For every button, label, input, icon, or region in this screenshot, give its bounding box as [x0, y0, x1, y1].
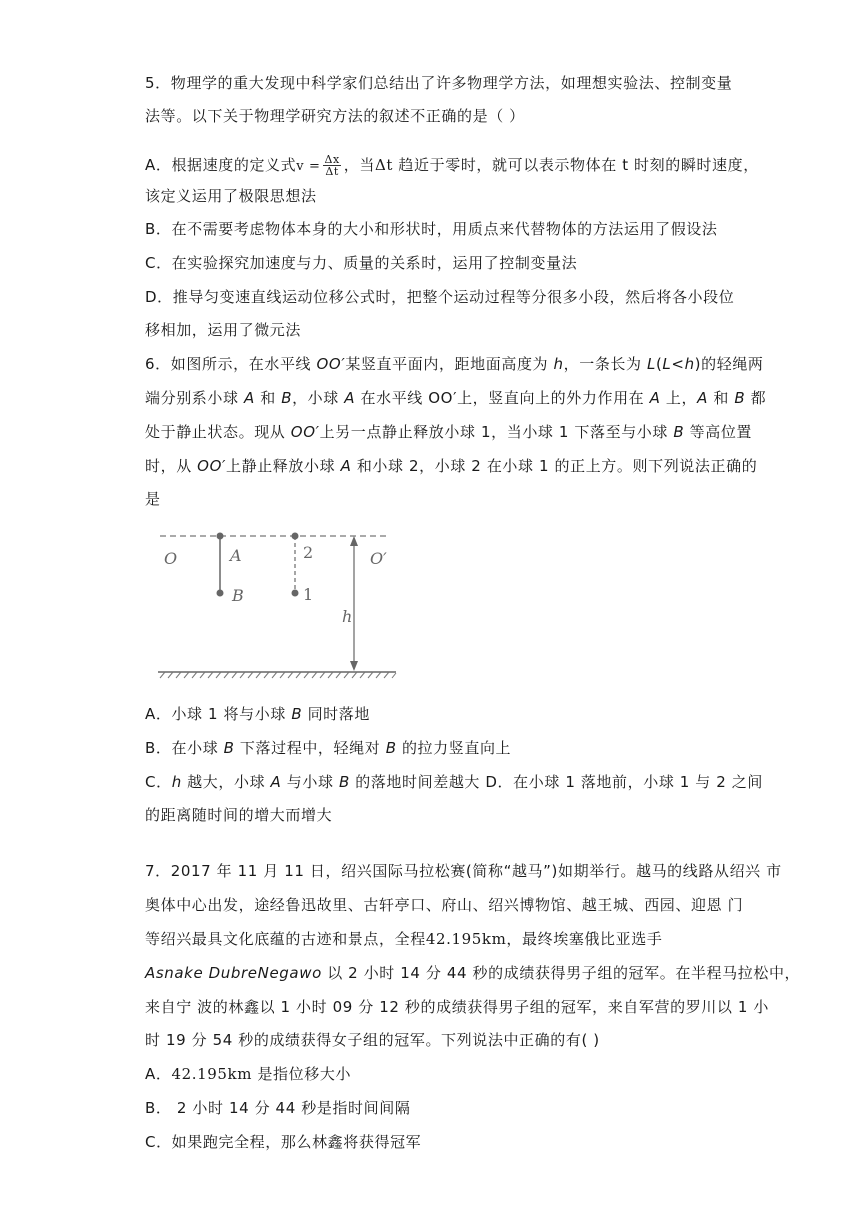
q6-var-l: L: [662, 355, 672, 373]
velocity-symbol: v =: [296, 159, 321, 174]
q6-option-b: [145, 737, 511, 759]
label-a: A: [230, 546, 242, 565]
fraction-denominator: Δt: [325, 165, 339, 178]
q6-text: 同时落地: [302, 705, 370, 723]
q6-var-b: B: [673, 423, 685, 441]
ball-b: [217, 590, 224, 597]
q5-option-a-line-1: [145, 150, 759, 180]
q5-option-a-text: A．根据速度的定义式: [145, 156, 297, 174]
label-o: O: [164, 549, 178, 568]
q5-option-b: B．在不需要考虑物体本身的大小和形状时，用质点来代替物体的方法运用了假设法: [145, 220, 718, 238]
ball-a: [217, 533, 224, 540]
height-arrow-head-up: [350, 536, 358, 546]
q6-text: B．在小球: [145, 739, 224, 757]
q6-var-l: L: [647, 355, 656, 373]
fraction-numerator: Δx: [324, 153, 340, 166]
q6-var-b: B: [385, 739, 397, 757]
q6-text: 某竖直平面内，距地面高度为: [345, 355, 554, 373]
q6-option-a: [145, 703, 370, 725]
q6-text: 和小球 2，小球 2 在小球 1 的正上方。则下列说法正确的: [351, 457, 758, 475]
q6-var-oo: OO′: [290, 423, 320, 441]
q6-option-c: [145, 771, 763, 793]
q6-stem-line-4: [145, 455, 757, 477]
q7-stem-line-3: [145, 928, 662, 950]
q6-var-h: h: [171, 773, 182, 791]
ground-hatching: [160, 672, 396, 678]
q6-var-b: B: [734, 389, 746, 407]
q6-stem-line-2: [145, 387, 766, 409]
q6-var-a: A: [270, 773, 282, 791]
q5-option-a-connector: ，当: [343, 156, 375, 174]
q7-stem-line-2: 奥体中心出发，途经鲁迅故里、古轩亭口、府山、绍兴博物馆、越王城、西园、迎恩 门: [145, 896, 744, 914]
q7-option-a: [145, 1063, 351, 1085]
q6-var-b: B: [281, 389, 293, 407]
ball-2: [292, 533, 299, 540]
q7-stem-line-5: 来自宁 波的林鑫以 1 小时 09 分 12 秒的成绩获得男子组的冠军，来自军营的罗川以 1 小: [145, 998, 769, 1016]
q6-var-b: B: [223, 739, 235, 757]
q6-less-than: <: [671, 355, 685, 373]
q6-var-b: B: [291, 705, 303, 723]
q5-option-c: C．在实验探究加速度与力、质量的关系时，运用了控制变量法: [145, 254, 578, 272]
q6-text: 上另一点静止释放小球 1，当小球 1 下落至与小球: [319, 423, 674, 441]
q5-option-d-line-2: 移相加，运用了微元法: [145, 321, 302, 339]
q5-stem-line-2: 法等。以下关于物理学研究方法的叙述不正确的是（ ）: [145, 107, 525, 125]
q6-var-a: A: [649, 389, 661, 407]
q6-var-oo: OO′: [316, 355, 346, 373]
q6-text: (: [655, 355, 663, 373]
q6-text: A．小球 1 将与小球: [145, 705, 292, 723]
q6-var-h: h: [553, 355, 564, 373]
q6-text: 的落地时间差越大 D．在小球 1 落地前，小球 1 与 2 之间: [349, 773, 763, 791]
label-o-prime: O′: [370, 549, 387, 568]
q6-text: ，一条长为: [563, 355, 647, 373]
q6-text: 时，从: [145, 457, 198, 475]
label-h: h: [342, 607, 353, 626]
label-b: B: [232, 586, 244, 605]
q6-figure: [158, 526, 398, 686]
q6-text: 越大，小球: [181, 773, 271, 791]
q7-distance: 42.195km: [171, 1065, 253, 1083]
ball-1: [292, 590, 299, 597]
q6-text: C．: [145, 773, 172, 791]
q6-stem-line-5: 是: [145, 490, 161, 508]
label-1: 1: [303, 585, 314, 604]
q6-text: 等高位置: [684, 423, 753, 441]
q7-stem-line-6: 时 19 分 54 秒的成绩获得女子组的冠军。下列说法中正确的有( ): [145, 1031, 600, 1049]
height-arrow-head-down: [350, 661, 358, 671]
q6-text: 6．如图所示，在水平线: [145, 355, 317, 373]
q6-var-a: A: [243, 389, 255, 407]
q6-var-h: h: [684, 355, 695, 373]
q6-text: 和: [707, 389, 735, 407]
q6-text: 处于静止状态。现从: [145, 423, 291, 441]
q5-option-a-tail: 趋近于零时，就可以表示物体在 t 时刻的瞬时速度，: [393, 156, 759, 174]
q7-text: ，最终埃塞俄比亚选手: [506, 930, 663, 948]
label-2: 2: [303, 543, 314, 562]
q6-text: 在水平线 OO′上，竖直向上的外力作用在: [355, 389, 650, 407]
q5-option-d-line-1: D．推导匀变速直线运动位移公式时，把整个运动过程等分很多小段，然后将各小段位: [145, 288, 735, 306]
q5-stem-line-1: 5．物理学的重大发现中科学家们总结出了许多物理学方法，如理想实验法、控制变量: [145, 74, 733, 92]
q6-var-a: A: [340, 457, 352, 475]
q6-text: 上静止释放小球: [226, 457, 341, 475]
q6-text: 的拉力竖直向上: [396, 739, 512, 757]
q7-option-b: B． 2 小时 14 分 44 秒是指时间间隔: [145, 1099, 411, 1117]
q6-var-a: A: [697, 389, 708, 407]
q6-text: 都: [745, 389, 767, 407]
q7-text: A．: [145, 1065, 172, 1083]
q7-distance: 42.195km: [425, 930, 507, 948]
q6-stem-line-1: [145, 353, 764, 375]
q7-runner-name: Asnake DubreNegawo: [145, 964, 322, 982]
q7-text: 以 2 小时 14 分 44 秒的成绩获得男子组的冠军。在半程马拉松中，: [321, 964, 801, 982]
velocity-fraction: [323, 154, 340, 177]
q6-text: 上，: [660, 389, 698, 407]
q6-stem-line-3: [145, 421, 752, 443]
q6-var-oo: OO′: [197, 457, 226, 475]
q7-option-c: C．如果跑完全程，那么林鑫将获得冠军: [145, 1133, 422, 1151]
q6-text: 与小球: [281, 773, 339, 791]
q6-text: 下落过程中，轻绳对: [234, 739, 386, 757]
q7-text: 等绍兴最具文化底蕴的古迹和景点，全程: [145, 930, 426, 948]
q6-var-b: B: [338, 773, 350, 791]
delta-t-symbol: Δt: [375, 156, 394, 174]
q5-option-a-line-2: 该定义运用了极限思想法: [145, 187, 317, 205]
q7-stem-line-1: 7．2017 年 11 月 11 日，绍兴国际马拉松赛(简称“越马”)如期举行。越马的线路从绍兴 市: [145, 862, 782, 880]
q7-stem-line-4: [145, 962, 800, 984]
q6-text: 端分别系小球: [145, 389, 244, 407]
q6-text: 和: [254, 389, 282, 407]
q6-text: )的轻绳两: [694, 355, 764, 373]
q7-text: 是指位移大小: [252, 1065, 352, 1083]
q6-text: ，小球: [292, 389, 345, 407]
q6-var-a: A: [344, 389, 356, 407]
q6-option-c-line-2: 的距离随时间的增大而增大: [145, 806, 333, 824]
